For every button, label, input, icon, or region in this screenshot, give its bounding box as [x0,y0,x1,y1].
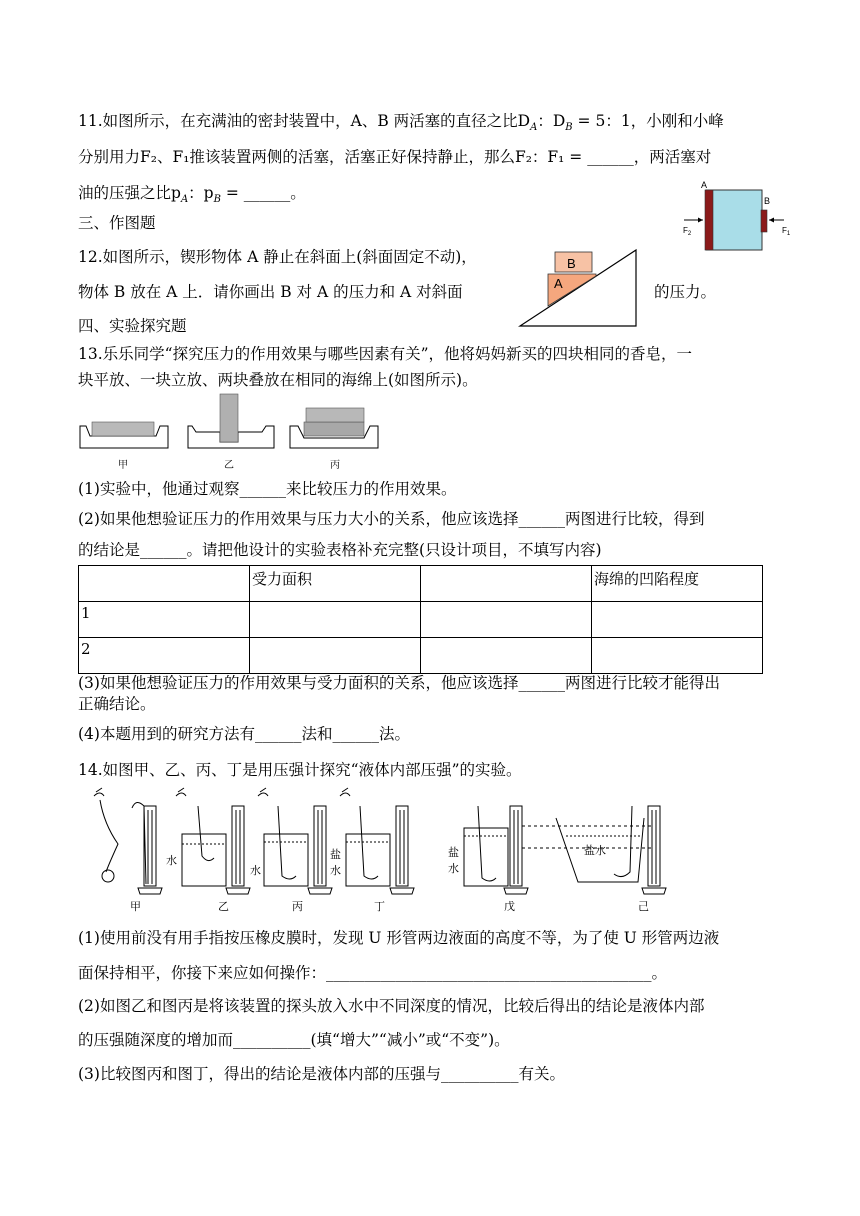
table-header-cell [79,566,250,602]
svg-text:水: 水 [166,855,177,867]
table-header-cell: 海绵的凹陷程度 [592,566,763,602]
q14-manometer-figure [78,784,718,914]
q13-s2b: 的结论是______。请把他设计的实验表格补充完整(只设计项目，不填写内容) [78,541,602,559]
table-header-row [79,566,763,602]
table-row [79,602,763,638]
q14-s2b: 的压强随深度的增加而__________(填“增大”“减小”或“不变”)。 [78,1031,510,1049]
sponge-yi [188,394,274,471]
q13-line2: 块平放、一块立放、两块叠放在相同的海绵上(如图所示)。 [78,371,478,389]
table-cell [421,638,592,674]
label-a: A [554,276,563,291]
q13-s3b: 正确结论。 [78,695,156,713]
label-a: A [701,180,708,190]
oil-container [706,190,762,250]
table-cell: 1 [79,602,250,638]
svg-text:水: 水 [448,863,459,875]
q13-s4: (4)本题用到的研究方法有______法和______法。 [78,725,410,743]
q13-experiment-table [78,565,763,674]
svg-text:己: 己 [638,901,649,913]
table-cell: 2 [79,638,250,674]
soap-flat [92,422,154,436]
q13-s3a: (3)如果他想验证压力的作用效果与受力面积的关系，他应该选择______两图进行比较才能得出 [78,674,720,692]
table-header-cell [421,566,592,602]
sponge-jia [80,422,168,471]
q12-line2a: 物体 B 放在 A 上．请你画出 B 对 A 的压力和 A 对斜面 [78,283,463,301]
q14-s3: (3)比较图丙和图丁，得出的结论是液体内部的压强与__________有关。 [78,1065,565,1083]
svg-text:F1: $F_1$ [782,226,791,237]
q11-line3: 油的压强之比$p_A$：$p_B$ = ______。 [78,184,306,206]
q12-line2b: 的压力。 [654,283,717,301]
table-cell [250,602,421,638]
q14-s1a: (1)使用前没有用手指按压橡皮膜时，发现 U 形管两边液面的高度不等，为了使 U 形管两边液 [78,929,720,947]
soap-stack-top [306,408,364,422]
apparatus-bing [250,788,332,913]
svg-text:乙: 乙 [224,460,234,471]
svg-text:丁: 丁 [374,901,385,913]
section-4-title: 四、实验探究题 [78,317,187,335]
q14-s2a: (2)如图乙和图丙是将该装置的探头放入水中不同深度的情况，比较后得出的结论是液体内部 [78,997,705,1015]
svg-text:甲: 甲 [130,901,141,913]
q13-s1: (1)实验中，他通过观察______来比较压力的作用效果。 [78,480,457,498]
q13-line1: 13.乐乐同学“探究压力的作用效果与哪些因素有关”，他将妈妈新买的四块相同的香皂，一 [78,345,693,363]
svg-text:F2: $F_2$ [683,226,692,237]
q13-sponge-figure [78,392,388,474]
svg-text:盐: 盐 [330,849,341,861]
label-b: B [764,196,771,206]
q12-line1: 12.如图所示，锲形物体 A 静止在斜面上(斜面固定不动)， [78,248,477,266]
table-cell [592,638,763,674]
q14-s1b: 面保持相平，你接下来应如何操作：__________________________________________。 [78,964,668,982]
section-3-title: 三、作图题 [78,214,156,232]
apparatus-ding [330,788,414,913]
table-cell [592,602,763,638]
apparatus-jia [94,788,162,913]
piston-a [705,190,713,250]
q12-incline-figure [518,240,640,330]
svg-text:丙: 丙 [330,460,340,471]
label-b: B [567,256,576,271]
table-cell [421,602,592,638]
table-header-cell: 受力面积 [250,566,421,602]
svg-text:水: 水 [330,865,341,877]
q11-line1: 11.如图所示，在充满油的密封装置中，A、B 两活塞的直径之比$D_A$：$D_B = 5$：1，小刚和小峰 [78,112,724,134]
apparatus-yi [166,788,250,913]
sponge-bing [290,408,378,471]
soap-upright [220,394,238,442]
svg-text:戊: 戊 [504,901,515,913]
q11-line2: 分别用力F₂、F₁推该装置两侧的活塞，活塞正好保持静止，那么F₂：F₁ = ______，两活塞对 [78,148,712,166]
q11-piston-figure [680,178,800,258]
table-row [79,638,763,674]
apparatus-wu [448,806,652,913]
svg-text:乙: 乙 [218,901,229,913]
apparatus-ji [556,806,666,913]
svg-text:水: 水 [250,865,261,877]
table-cell [250,638,421,674]
soap-stack-bottom [304,422,364,436]
svg-text:甲: 甲 [118,460,128,471]
piston-b [761,210,767,232]
svg-text:盐: 盐 [448,847,459,859]
svg-text:盐水: 盐水 [584,845,606,857]
svg-text:丙: 丙 [292,901,303,913]
q13-s2a: (2)如果他想验证压力的作用效果与压力大小的关系，他应该选择______两图进行比较，得到 [78,510,705,528]
q14-line1: 14.如图甲、乙、丙、丁是用压强计探究“液体内部压强”的实验。 [78,761,522,779]
